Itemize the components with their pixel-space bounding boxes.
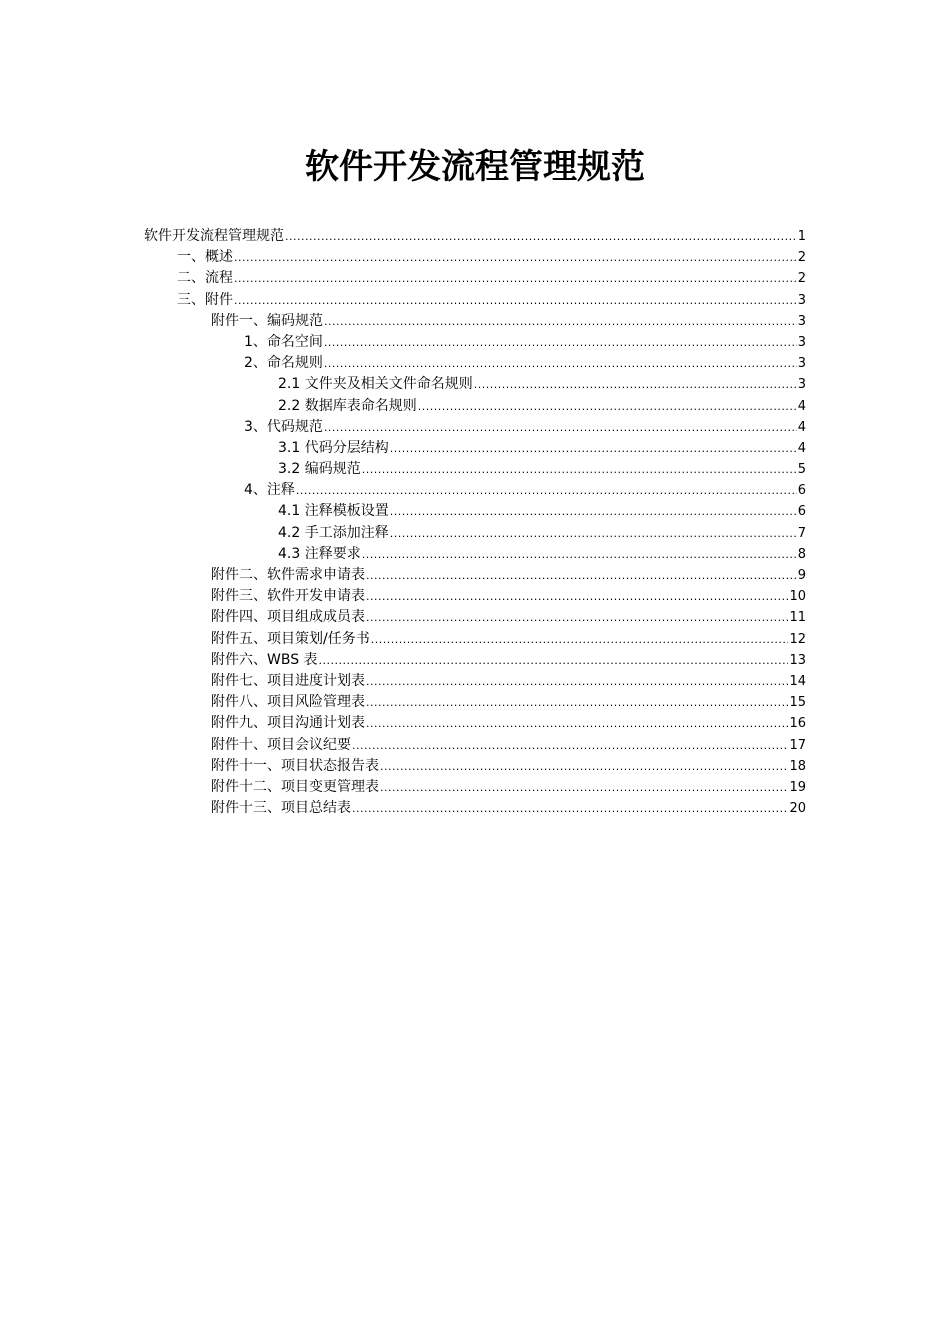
toc-dot-leader: [380, 777, 788, 798]
toc-dot-leader: [371, 629, 789, 650]
toc-dot-leader: [390, 523, 797, 544]
table-of-contents: [144, 226, 806, 819]
toc-dot-leader: [324, 332, 797, 353]
toc-page-number: 2: [797, 271, 806, 287]
toc-entry-text: 附件六、WBS 表: [211, 651, 318, 668]
toc-page-number: 10: [789, 589, 806, 605]
toc-page-number: 6: [797, 483, 806, 499]
toc-page-number: 4: [797, 398, 806, 414]
toc-dot-leader: [380, 756, 788, 777]
toc-entry-text: 软件开发流程管理规范: [144, 228, 284, 244]
toc-page-number: 1: [797, 229, 806, 244]
toc-dot-leader: [390, 501, 797, 522]
toc-entry[interactable]: [144, 735, 806, 756]
toc-page-number: 19: [789, 779, 806, 795]
toc-entry[interactable]: [144, 438, 806, 459]
toc-entry[interactable]: [144, 247, 806, 268]
toc-entry-text: 三、附件: [177, 291, 233, 308]
toc-entry[interactable]: [144, 713, 806, 734]
toc-dot-leader: [362, 459, 797, 480]
toc-page-number: 3: [797, 334, 806, 350]
toc-entry[interactable]: [144, 311, 806, 332]
toc-dot-leader: [296, 480, 797, 501]
toc-entry-text: 附件一、编码规范: [211, 312, 323, 329]
toc-entry[interactable]: [144, 290, 806, 311]
toc-entry-text: 4、注释: [244, 482, 295, 499]
toc-entry-text: 3.2 编码规范: [278, 461, 361, 478]
toc-dot-leader: [234, 290, 797, 311]
toc-dot-leader: [285, 226, 797, 247]
toc-dot-leader: [366, 607, 788, 628]
toc-entry[interactable]: [144, 353, 806, 374]
toc-entry[interactable]: [144, 417, 806, 438]
toc-entry-text: 1、命名空间: [244, 333, 323, 350]
toc-entry[interactable]: [144, 607, 806, 628]
toc-entry[interactable]: [144, 332, 806, 353]
toc-entry-text: 3、代码规范: [244, 418, 323, 435]
toc-page-number: 4: [797, 440, 806, 456]
toc-page-number: 15: [789, 695, 806, 711]
toc-dot-leader: [366, 586, 788, 607]
toc-dot-leader: [390, 438, 797, 459]
toc-entry-text: 2.2 数据库表命名规则: [278, 397, 417, 414]
toc-dot-leader: [234, 268, 797, 289]
toc-entry-text: 3.1 代码分层结构: [278, 439, 389, 456]
toc-entry[interactable]: [144, 480, 806, 501]
toc-dot-leader: [324, 417, 797, 438]
toc-dot-leader: [366, 565, 797, 586]
toc-page-number: 3: [797, 292, 806, 308]
toc-page-number: 11: [789, 610, 806, 626]
toc-entry-text: 一、概述: [177, 249, 233, 266]
toc-entry-text: 附件十一、项目状态报告表: [211, 757, 379, 774]
toc-entry-text: 附件七、项目进度计划表: [211, 672, 365, 689]
toc-entry[interactable]: [144, 586, 806, 607]
toc-entry-text: 4.3 注释要求: [278, 545, 361, 562]
toc-entry[interactable]: [144, 226, 806, 247]
toc-page-number: 18: [789, 758, 806, 774]
toc-page-number: 16: [789, 716, 806, 732]
toc-entry-text: 2、命名规则: [244, 355, 323, 372]
toc-dot-leader: [324, 311, 797, 332]
toc-page-number: 2: [797, 250, 806, 266]
toc-entry[interactable]: [144, 756, 806, 777]
toc-page-number: 6: [797, 504, 806, 520]
toc-page-number: 3: [797, 377, 806, 393]
toc-entry-text: 附件九、项目沟通计划表: [211, 715, 365, 732]
toc-entry-text: 附件十、项目会议纪要: [211, 736, 351, 753]
toc-page-number: 3: [797, 356, 806, 372]
toc-entry[interactable]: [144, 777, 806, 798]
toc-entry[interactable]: [144, 501, 806, 522]
toc-dot-leader: [366, 713, 788, 734]
toc-entry-text: 附件二、软件需求申请表: [211, 567, 365, 583]
toc-entry[interactable]: [144, 629, 806, 650]
toc-entry-text: 附件八、项目风险管理表: [211, 694, 365, 711]
toc-page-number: 9: [797, 568, 806, 583]
toc-entry[interactable]: [144, 459, 806, 480]
toc-dot-leader: [366, 692, 788, 713]
toc-entry-text: 4.1 注释模板设置: [278, 503, 389, 520]
toc-dot-leader: [234, 247, 797, 268]
toc-entry[interactable]: [144, 692, 806, 713]
toc-entry[interactable]: [144, 374, 806, 395]
document-title: 软件开发流程管理规范: [305, 147, 645, 187]
toc-page-number: 3: [797, 313, 806, 329]
toc-dot-leader: [362, 544, 797, 565]
toc-entry-text: 附件三、软件开发申请表: [211, 588, 365, 605]
toc-entry[interactable]: [144, 565, 806, 586]
toc-entry-text: 附件五、项目策划/任务书: [211, 630, 370, 647]
toc-page-number: 4: [797, 419, 806, 435]
toc-dot-leader: [418, 396, 797, 417]
toc-entry-text: 2.1 文件夹及相关文件命名规则: [278, 376, 473, 393]
toc-page-number: 8: [797, 546, 806, 562]
toc-entry[interactable]: [144, 798, 806, 819]
toc-page-number: 12: [789, 631, 806, 647]
toc-dot-leader: [474, 374, 797, 395]
toc-page-number: 14: [789, 673, 806, 689]
toc-entry[interactable]: [144, 396, 806, 417]
toc-dot-leader: [352, 735, 788, 756]
toc-dot-leader: [366, 671, 788, 692]
toc-entry[interactable]: [144, 650, 806, 671]
toc-entry-text: 附件四、项目组成成员表: [211, 609, 365, 626]
toc-entry-text: 二、流程: [177, 270, 233, 287]
toc-entry[interactable]: [144, 544, 806, 565]
toc-page-number: 20: [789, 801, 806, 817]
toc-entry-text: 4.2 手工添加注释: [278, 524, 389, 541]
toc-entry-text: 附件十二、项目变更管理表: [211, 778, 379, 795]
toc-entry[interactable]: [144, 523, 806, 544]
toc-page-number: 17: [789, 737, 806, 753]
toc-page-number: 7: [797, 525, 806, 541]
toc-page-number: 13: [789, 652, 806, 668]
toc-dot-leader: [324, 353, 797, 374]
toc-dot-leader: [352, 798, 788, 819]
toc-entry[interactable]: [144, 671, 806, 692]
toc-page-number: 5: [797, 462, 806, 478]
toc-entry-text: 附件十三、项目总结表: [211, 800, 351, 817]
toc-dot-leader: [319, 650, 789, 671]
toc-entry[interactable]: [144, 268, 806, 289]
